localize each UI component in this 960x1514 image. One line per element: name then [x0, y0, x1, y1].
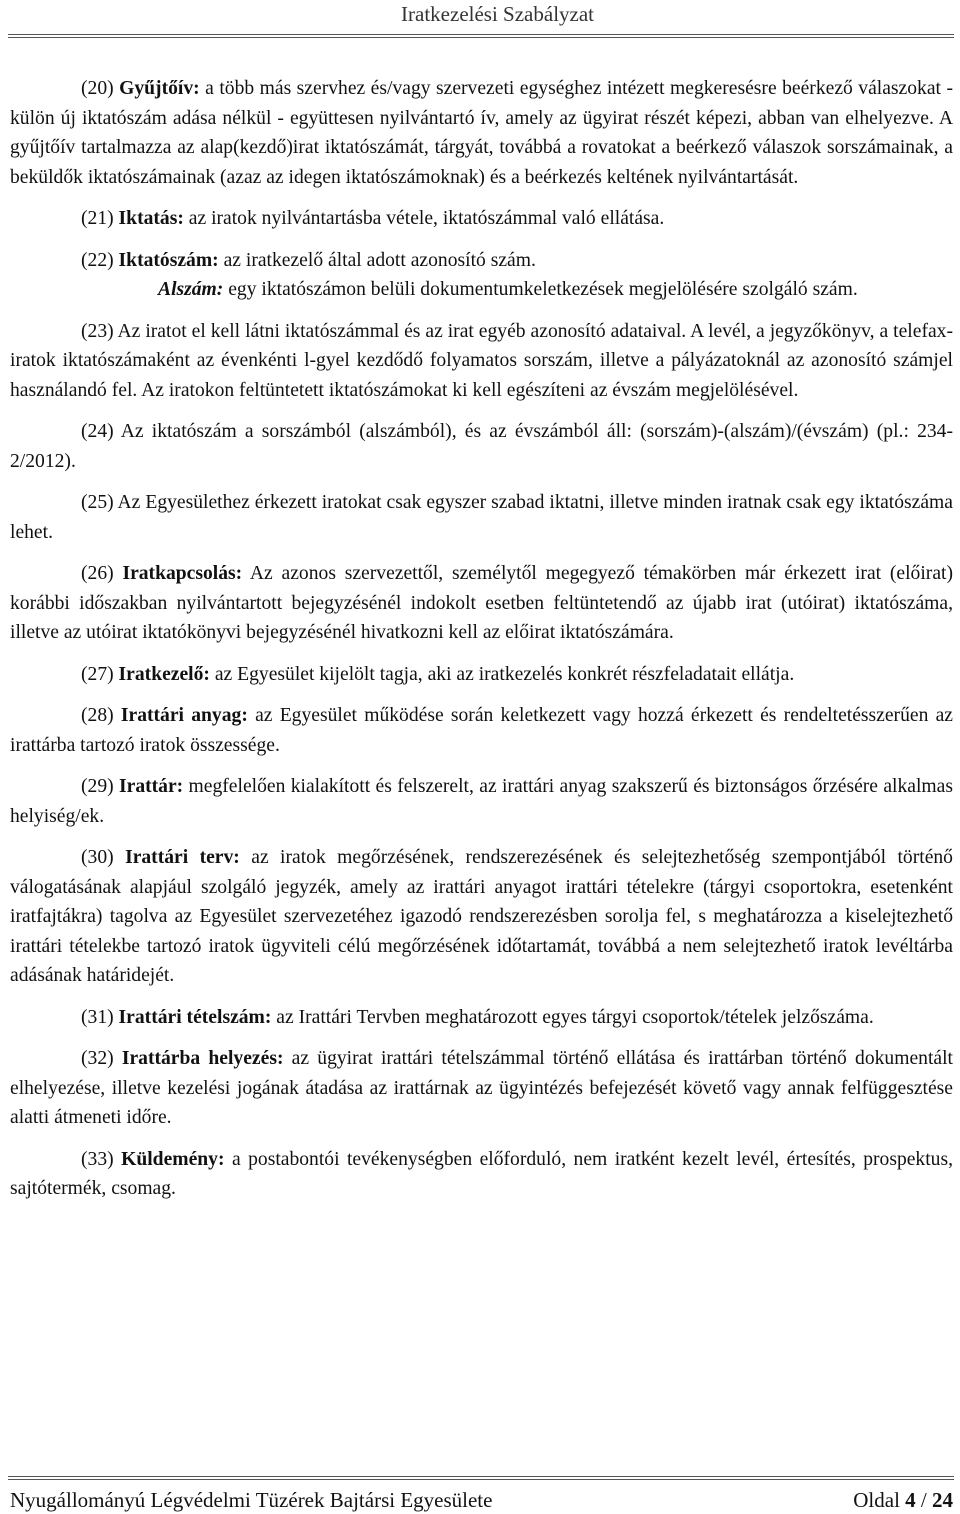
term-irattari-tetelszam: Irattári tételszám: — [118, 1006, 272, 1028]
paragraph-21 — [10, 204, 953, 234]
term-alszam: Alszám: — [158, 279, 224, 300]
paragraph-number: (30) — [81, 847, 126, 868]
paragraph-26 — [10, 559, 953, 648]
paragraph-alszam — [10, 275, 953, 305]
page-current: 4 — [905, 1488, 916, 1512]
definition-text: megfelelően kialakított és felszerelt, az irattári anyag szakszerű és biztonságos őrzésére alkalmas helyiség/ek. — [10, 776, 953, 827]
paragraph-25 — [10, 488, 953, 547]
paragraph-30 — [10, 843, 953, 991]
paragraph-number: (31) — [81, 1006, 119, 1028]
paragraph-28 — [10, 701, 953, 760]
paragraph-number: (21) — [81, 208, 119, 229]
definition-text: a postabontói tevékenységben előforduló, nem iratként kezelt levél, értesítés, prospektus, sajtótermék, csomag. — [10, 1148, 953, 1199]
paragraph-number: (20) — [81, 78, 120, 99]
paragraph-number: (22) — [81, 249, 119, 271]
paragraph-number: (27) — [81, 663, 119, 685]
paragraph-27 — [10, 660, 953, 690]
term-gyujtoiv: Gyűjtőív: — [119, 78, 200, 99]
paragraph-20 — [10, 74, 953, 192]
paragraph-number: (23) — [81, 320, 118, 342]
definition-text: a több más szervhez és/vagy szervezeti egységhez intézett megkeresésre beérkező válaszokat - külön új iktatószám adása nélkül - együttesen nyilvántartó ív, amely az ügyirat részét képezi, abban van elhelyezve. A gyűjtőív tartalmazza az alap(kezdő)irat iktatószámát, tárgyát, továbbá a rovatokat a beérkező válaszok sorszámainak, a beküldők iktatószámainak (azaz az idegen iktatószámoknak) és a beérkezés keltének nyilvántartását. — [10, 78, 953, 188]
term-irattarba-helyezes: Irattárba helyezés: — [121, 1048, 284, 1069]
header-divider — [8, 34, 954, 38]
definition-text: Az azonos szervezettől, személytől megegyező témakörben már érkezett irat (előirat) korábbi időszakban nyilvántartott bejegyzésénél indokolt esetben feltüntetendő az újabb irat (utóirat) iktatószáma, illetve az utóirat iktatókönyvi bejegyzésénél hivatkozni kell az előirat iktatószámára. — [10, 563, 953, 643]
definition-text: az Irattári Tervben meghatározott egyes tárgyi csoportok/tételek jelzőszáma. — [271, 1006, 874, 1028]
definition-text: az ügyirat irattári tételszámmal történő ellátása és irattárban történő dokumentált elhelyezése, illetve kezelési jogának átadása az irattárnak az ügyintézés befejezését követő vagy annak felfüggesztése alatti átmeneti időre. — [10, 1048, 953, 1128]
term-irattari-terv: Irattári terv: — [125, 847, 240, 868]
page-footer — [10, 1488, 953, 1513]
paragraph-number: (25) — [81, 492, 118, 513]
term-irattari-anyag: Irattári anyag: — [120, 705, 248, 726]
paragraph-text: Az iratot el kell látni iktatószámmal és az irat egyéb azonosító adataival. A levél, a jegyzőkönyv, a telefax-iratok iktatószámaként az évenkénti l-gyel kezdődő folyamatos sorszám, illetve a pályázatoknál az azonosító számjel használandó fel. Az iratokon feltüntetett iktatószámokat ki kell egészíteni az évszám megjelölésével. — [10, 320, 953, 401]
definition-text: az iratok megőrzésének, rendszerezésének és selejtezhetőség szempontjából történő válogatásának alapjául szolgáló jegyzék, amely az irattári anyagot irattári tételekre (tárgyi csoportokra, esetenként iratfajtákra) tagolva az Egyesület szervezetéhez igazodó rendszerezésben sorolja fel, s meghatározza a kiselejtezhető irattári tételekbe tartozó iratok ügyviteli célú megőrzésének időtartamát, továbbá a nem selejtezhető iratok levéltárba adásának határidejét. — [10, 847, 953, 986]
document-body — [10, 74, 953, 1216]
term-kuldemeny: Küldemény: — [121, 1148, 225, 1170]
paragraph-33 — [10, 1145, 953, 1204]
paragraph-text: Az iktatószám a sorszámból (alszámból), és az évszámból áll: (sorszám)-(alszám)/(évszám) (pl.: 234-2/2012). — [10, 421, 953, 472]
page-header-title: Iratkezelési Szabályzat — [401, 2, 594, 26]
page-total: 24 — [932, 1488, 953, 1512]
definition-text: az Egyesület kijelölt tagja, aki az iratkezelés konkrét részfeladatait ellátja. — [209, 663, 795, 685]
page-number — [853, 1488, 953, 1513]
definition-text: egy iktatószámon belüli dokumentumkeletkezések megjelölésére szolgáló szám. — [223, 279, 858, 300]
definition-text: az Egyesület működése során keletkezett vagy hozzá érkezett és rendeltetésszerűen az irattárba tartozó iratok összessége. — [10, 705, 953, 756]
paragraph-24 — [10, 417, 953, 476]
paragraph-22 — [10, 246, 953, 276]
paragraph-32 — [10, 1044, 953, 1133]
definition-text: az iratkezelő által adott azonosító szám. — [218, 249, 536, 271]
term-iktatoszam: Iktatószám: — [118, 249, 219, 271]
term-iktatas: Iktatás: — [118, 208, 184, 229]
term-iratkezelo: Iratkezelő: — [118, 663, 210, 685]
paragraph-number: (26) — [81, 563, 123, 584]
term-iratkapcsolas: Iratkapcsolás: — [122, 563, 243, 584]
page-separator: / — [915, 1488, 932, 1512]
page-label: Oldal — [853, 1488, 906, 1512]
footer-organization: Nyugállományú Légvédelmi Tüzérek Bajtársi Egyesülete — [10, 1488, 493, 1512]
paragraph-23 — [10, 317, 953, 406]
paragraph-number: (32) — [81, 1048, 122, 1069]
paragraph-31 — [10, 1003, 953, 1033]
paragraph-number: (29) — [81, 776, 119, 797]
term-irattar: Irattár: — [119, 776, 184, 797]
definition-text: az iratok nyilvántartásba vétele, iktatószámmal való ellátása. — [183, 208, 665, 229]
paragraph-29 — [10, 772, 953, 831]
paragraph-number: (24) — [81, 421, 121, 442]
paragraph-text: Az Egyesülethez érkezett iratokat csak egyszer szabad iktatni, illetve minden iratnak csak egy iktatószáma lehet. — [10, 492, 953, 543]
footer-divider — [8, 1476, 954, 1480]
paragraph-number: (33) — [81, 1148, 122, 1170]
paragraph-number: (28) — [81, 705, 121, 726]
